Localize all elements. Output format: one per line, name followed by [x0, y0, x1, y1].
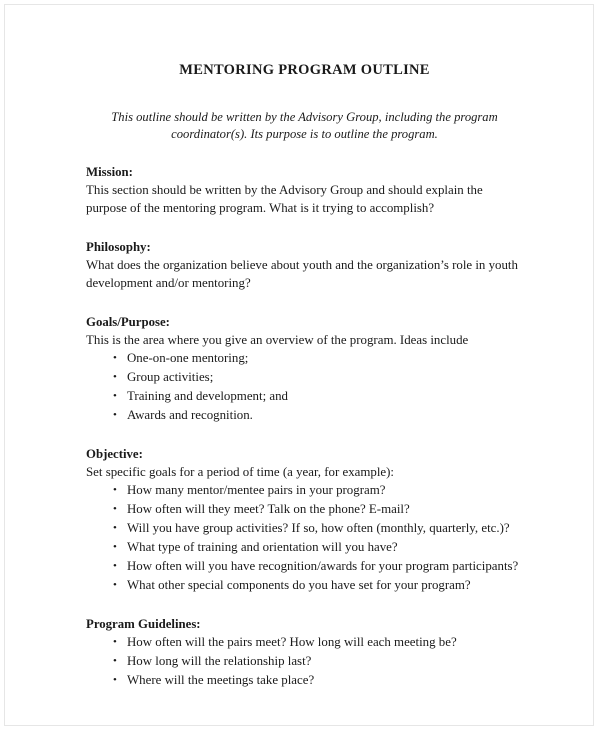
list-item-label: Training and development; and: [127, 389, 288, 404]
bullet-icon: •: [113, 409, 117, 422]
list-item-label: How long will the relationship last?: [127, 654, 312, 669]
list-item: [86, 557, 523, 576]
bullet-icon: •: [113, 674, 117, 687]
section-body: This is the area where you give an overview of the program. Ideas include: [86, 332, 469, 347]
list-item-label: Where will the meetings take place?: [127, 673, 315, 688]
bullet-icon: •: [113, 352, 117, 365]
bullet-icon: •: [113, 579, 117, 592]
section-heading: Program Guidelines:: [86, 617, 201, 632]
intro-paragraph: This outline should be written by the Advisory Group, including the program coordinator(s). Its purpose is to outline the program.: [111, 110, 498, 141]
list-item-label: How many mentor/mentee pairs in your program?: [127, 483, 386, 498]
list-item-label: Awards and recognition.: [127, 408, 253, 423]
section-heading: Goals/Purpose:: [86, 314, 170, 329]
document-section: [86, 445, 523, 595]
section-body: Set specific goals for a period of time (a year, for example):: [86, 465, 395, 480]
bullet-list: [86, 349, 523, 425]
list-item: [86, 368, 523, 387]
list-item: [86, 406, 523, 425]
section-heading: Mission:: [86, 165, 133, 179]
bullet-icon: •: [113, 636, 117, 649]
list-item-label: How often will you have recognition/awards for your program participants?: [127, 559, 519, 574]
section-body: This section should be written by the Advisory Group and should explain the purpose of the mentoring program. What is it trying to accomplish?: [86, 183, 483, 216]
document-content: [86, 61, 523, 690]
bullet-list: [86, 633, 523, 690]
list-item-label: What other special components do you have set for your program?: [127, 578, 471, 593]
list-item: [86, 387, 523, 406]
bullet-icon: •: [113, 522, 117, 535]
bullet-list: [86, 481, 523, 595]
list-item-label: Group activities;: [127, 370, 214, 385]
sections-container: [86, 163, 523, 690]
list-item-label: What type of training and orientation will you have?: [127, 540, 398, 555]
list-item-label: Will you have group activities? If so, how often (monthly, quarterly, etc.)?: [127, 521, 510, 536]
list-item: [86, 519, 523, 538]
bullet-icon: •: [113, 560, 117, 573]
list-item: [86, 652, 523, 671]
list-item-label: How often will they meet? Talk on the phone? E-mail?: [127, 502, 410, 517]
section-heading: Philosophy:: [86, 239, 151, 254]
bullet-icon: •: [113, 484, 117, 497]
document-section: [86, 238, 523, 293]
document-section: [86, 313, 523, 425]
page-title: MENTORING PROGRAM OUTLINE: [179, 62, 430, 78]
list-item: [86, 633, 523, 652]
bullet-icon: •: [113, 503, 117, 516]
section-heading: Objective:: [86, 447, 143, 462]
list-item: [86, 500, 523, 519]
bullet-icon: •: [113, 541, 117, 554]
document-section: [86, 615, 523, 690]
bullet-icon: •: [113, 371, 117, 384]
section-body: What does the organization believe about youth and the organization’s role in youth development and/or mentoring?: [86, 257, 518, 291]
bullet-icon: •: [113, 390, 117, 403]
list-item: [86, 671, 523, 690]
list-item: [86, 538, 523, 557]
list-item-label: How often will the pairs meet? How long will each meeting be?: [127, 635, 457, 650]
document-page: [4, 4, 594, 726]
bullet-icon: •: [113, 655, 117, 668]
document-section: [86, 163, 523, 218]
list-item: [86, 349, 523, 368]
list-item: [86, 576, 523, 595]
list-item-label: One-on-one mentoring;: [127, 351, 249, 366]
list-item: [86, 481, 523, 500]
